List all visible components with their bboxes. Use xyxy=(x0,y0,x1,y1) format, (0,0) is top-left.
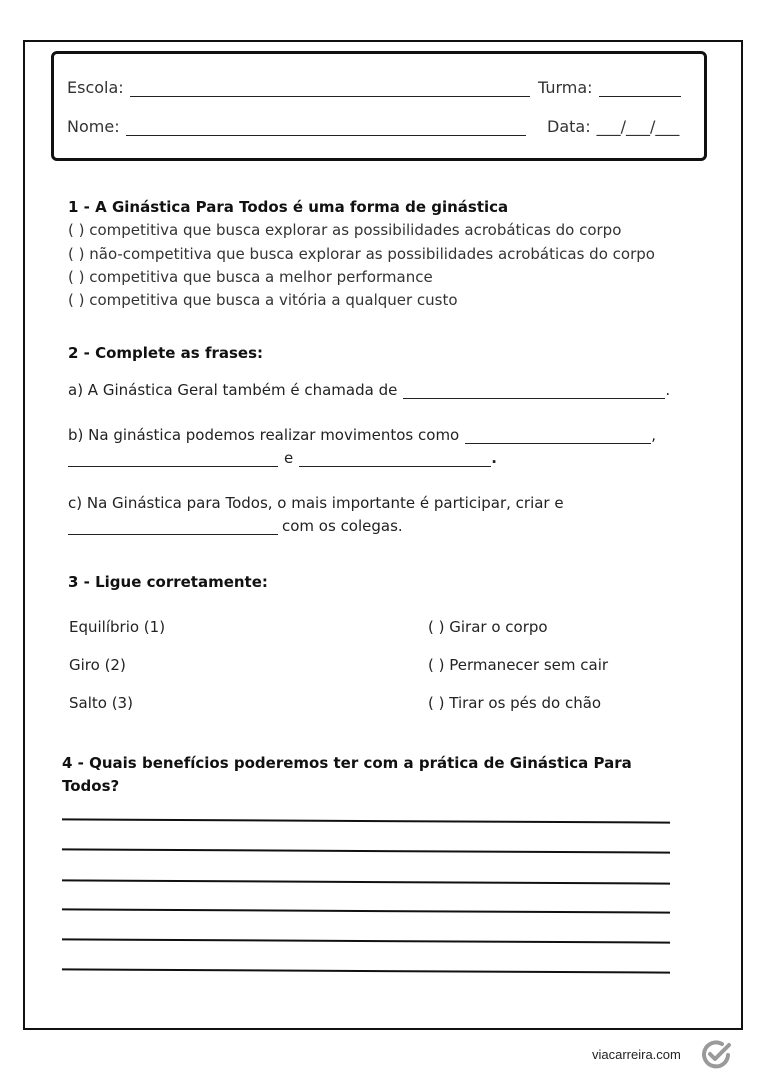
sentence-b-blank-2[interactable] xyxy=(68,451,278,467)
sentence-a xyxy=(68,381,670,399)
match-left-2: Giro (2) xyxy=(69,656,126,674)
school-blank[interactable] xyxy=(130,80,530,97)
sentence-a-period: . xyxy=(665,381,671,399)
sentence-b-comma: , xyxy=(651,426,657,444)
sentence-b-continued xyxy=(68,449,497,467)
question-4-title-line-1: 4 - Quais benefícios poderemos ter com a prática de Ginástica Para xyxy=(62,754,632,772)
sentence-a-blank[interactable] xyxy=(403,383,665,399)
question-2-title: 2 - Complete as frases: xyxy=(68,344,264,362)
match-left-3: Salto (3) xyxy=(69,694,133,712)
question-1-option-3[interactable]: ( ) competitiva que busca a melhor performance xyxy=(68,268,433,286)
match-right-3[interactable]: ( ) Tirar os pés do chão xyxy=(428,694,602,712)
date-label: Data: xyxy=(547,117,591,136)
name-label: Nome: xyxy=(67,117,120,136)
match-right-2[interactable]: ( ) Permanecer sem cair xyxy=(428,656,609,674)
name-blank[interactable] xyxy=(126,119,526,136)
sentence-c-continued xyxy=(68,517,403,535)
class-field[interactable] xyxy=(538,78,681,97)
question-1-option-2[interactable]: ( ) não-competitiva que busca explorar as possibilidades acrobáticas do corpo xyxy=(68,245,655,263)
checkmark-circle-icon xyxy=(700,1038,732,1070)
class-blank[interactable] xyxy=(599,80,681,97)
question-1-option-1[interactable]: ( ) competitiva que busca explorar as possibilidades acrobáticas do corpo xyxy=(68,221,622,239)
class-label: Turma: xyxy=(538,78,593,97)
sentence-b xyxy=(68,426,656,444)
sentence-c-text: c) Na Ginástica para Todos, o mais importante é participar, criar e xyxy=(68,494,564,512)
date-blanks[interactable]: ___/___/___ xyxy=(596,117,680,136)
question-1-option-4[interactable]: ( ) competitiva que busca a vitória a qualquer custo xyxy=(68,291,458,309)
sentence-b-blank-1[interactable] xyxy=(465,428,651,444)
sentence-c-end: com os colegas. xyxy=(282,517,403,535)
sentence-b-and: e xyxy=(284,449,294,467)
brand-name: viacarreira.com xyxy=(592,1047,681,1062)
match-right-1[interactable]: ( ) Girar o corpo xyxy=(428,618,548,636)
question-1-title: 1 - A Ginástica Para Todos é uma forma de ginástica xyxy=(68,198,509,216)
sentence-b-text: b) Na ginástica podemos realizar movimentos como xyxy=(68,426,460,444)
question-4-title-line-2: Todos? xyxy=(62,777,120,795)
school-field[interactable] xyxy=(67,78,530,97)
sentence-b-period: . xyxy=(491,449,497,467)
question-3-title: 3 - Ligue corretamente: xyxy=(68,573,268,591)
match-left-1: Equilíbrio (1) xyxy=(69,618,166,636)
school-label: Escola: xyxy=(67,78,124,97)
sentence-a-text: a) A Ginástica Geral também é chamada de xyxy=(68,381,398,399)
name-field[interactable] xyxy=(67,117,526,136)
sentence-c-blank[interactable] xyxy=(68,519,278,535)
date-field[interactable] xyxy=(547,117,679,136)
sentence-c xyxy=(68,494,564,512)
student-info-box xyxy=(51,51,707,161)
sentence-b-blank-3[interactable] xyxy=(299,451,491,467)
